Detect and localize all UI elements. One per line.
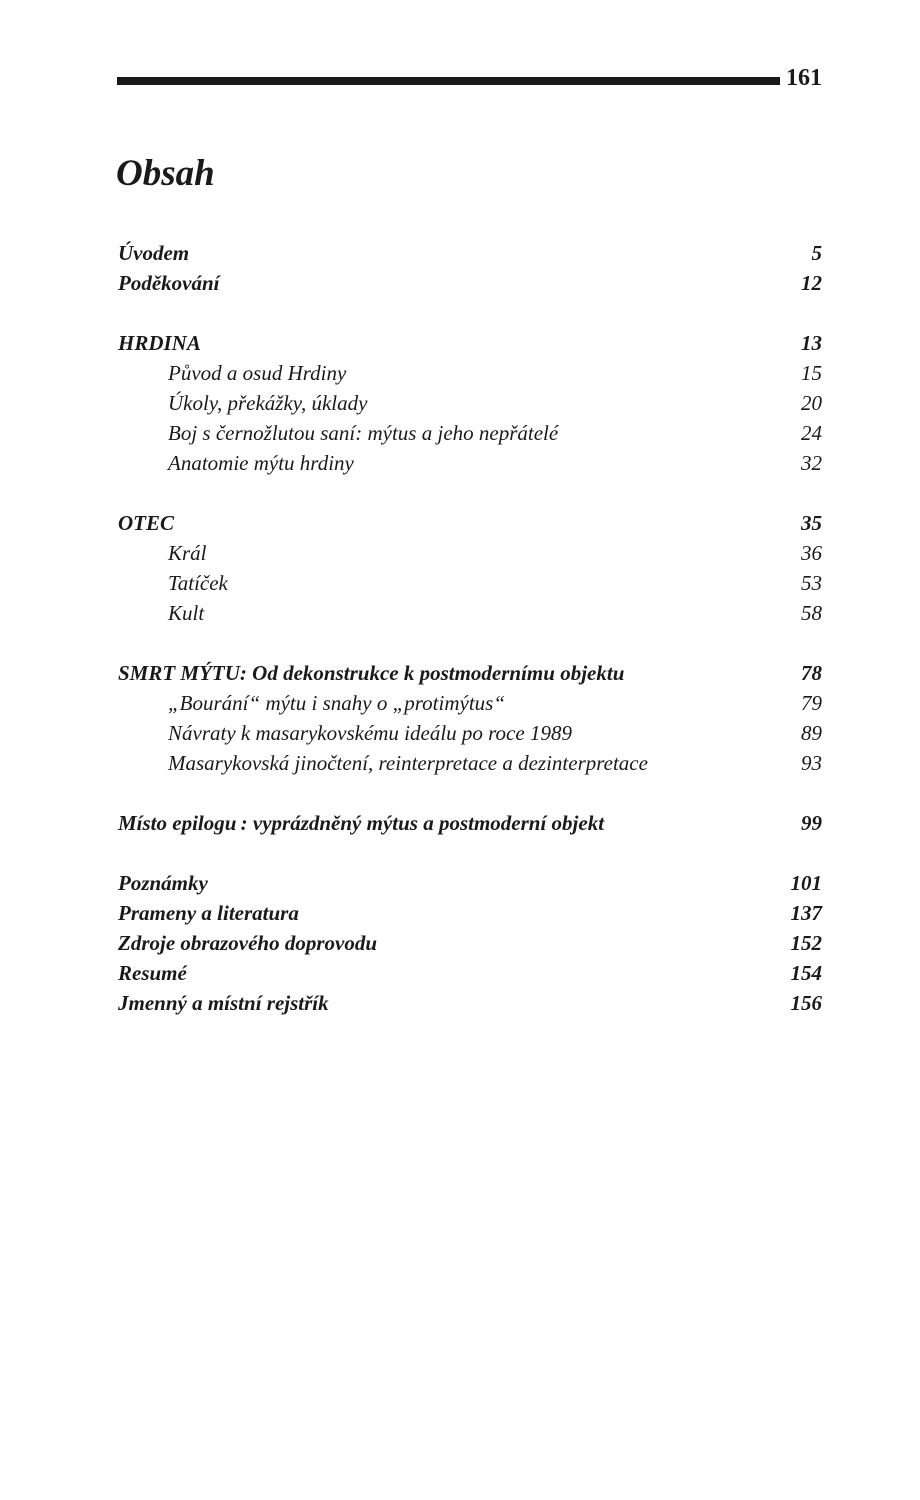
toc-entry bbox=[118, 748, 822, 778]
toc-entry-label: Místo epilogu : vyprázdněný mýtus a postmoderní objekt bbox=[118, 811, 605, 835]
toc-entry-label: Návraty k masarykovskému ideálu po roce 1989 bbox=[168, 721, 572, 745]
toc-entry-label: SMRT MÝTU: Od dekonstrukce k postmodernímu objektu bbox=[118, 661, 625, 685]
toc-entry-label: Boj s černožlutou saní: mýtus a jeho nepřátelé bbox=[168, 421, 559, 445]
toc-entry-page: 154 bbox=[790, 961, 822, 985]
toc-entry-page: 137 bbox=[790, 901, 822, 925]
toc-entry bbox=[118, 238, 822, 268]
toc-entry-label: Anatomie mýtu hrdiny bbox=[168, 451, 354, 475]
toc-entry-label: Tatíček bbox=[168, 571, 228, 595]
toc-entry bbox=[118, 508, 822, 538]
toc-entry bbox=[118, 568, 822, 598]
toc-entry bbox=[118, 808, 822, 838]
toc-entry-page: 156 bbox=[790, 991, 822, 1015]
toc-entry-page: 20 bbox=[801, 391, 822, 415]
toc-entry bbox=[118, 388, 822, 418]
toc-entry-label: OTEC bbox=[118, 511, 175, 535]
toc-entry-label: Původ a osud Hrdiny bbox=[168, 361, 347, 385]
toc-entry-label: Úvodem bbox=[118, 241, 190, 265]
toc-entry bbox=[118, 868, 822, 898]
toc-entry-page: 89 bbox=[801, 721, 822, 745]
toc-entry-label: HRDINA bbox=[118, 331, 201, 355]
toc-entry-page: 36 bbox=[801, 541, 822, 565]
toc-entry bbox=[118, 658, 822, 688]
page-title: Obsah bbox=[116, 153, 215, 194]
toc-entry-page: 58 bbox=[801, 601, 822, 625]
toc-entry bbox=[118, 958, 822, 988]
toc-entry-page: 79 bbox=[801, 691, 822, 715]
toc-group bbox=[118, 328, 822, 478]
toc-group bbox=[118, 508, 822, 628]
toc-entry bbox=[118, 268, 822, 298]
toc-group bbox=[118, 658, 822, 778]
toc-entry bbox=[118, 898, 822, 928]
toc-entry bbox=[118, 418, 822, 448]
toc-entry bbox=[118, 328, 822, 358]
toc-entry-label: „Bourání“ mýtu i snahy o „protimýtus“ bbox=[168, 691, 506, 715]
table-of-contents bbox=[118, 238, 822, 1048]
toc-group bbox=[118, 238, 822, 298]
toc-group bbox=[118, 868, 822, 1018]
toc-entry bbox=[118, 358, 822, 388]
toc-entry-label: Poznámky bbox=[118, 871, 208, 895]
toc-entry bbox=[118, 928, 822, 958]
toc-entry bbox=[118, 988, 822, 1018]
toc-entry-page: 78 bbox=[801, 661, 822, 685]
toc-entry bbox=[118, 448, 822, 478]
toc-entry-page: 152 bbox=[790, 931, 822, 955]
toc-group bbox=[118, 808, 822, 838]
toc-entry-label: Resumé bbox=[118, 961, 187, 985]
toc-entry-label: Jmenný a místní rejstřík bbox=[118, 991, 329, 1015]
toc-entry-page: 99 bbox=[801, 811, 822, 835]
toc-entry-page: 13 bbox=[801, 331, 822, 355]
toc-entry-page: 101 bbox=[790, 871, 822, 895]
toc-entry-label: Úkoly, překážky, úklady bbox=[168, 391, 368, 415]
toc-entry-label: Poděkování bbox=[118, 271, 220, 295]
toc-entry bbox=[118, 718, 822, 748]
toc-entry-page: 12 bbox=[801, 271, 822, 295]
toc-entry bbox=[118, 598, 822, 628]
toc-entry-label: Kult bbox=[168, 601, 205, 625]
toc-entry-page: 32 bbox=[801, 451, 822, 475]
toc-entry-page: 5 bbox=[811, 241, 822, 265]
toc-entry-page: 53 bbox=[801, 571, 822, 595]
toc-entry-label: Zdroje obrazového doprovodu bbox=[118, 931, 377, 955]
toc-entry-label: Prameny a literatura bbox=[118, 901, 299, 925]
toc-entry-page: 24 bbox=[801, 421, 822, 445]
header-rule bbox=[117, 77, 780, 85]
toc-entry-label: Masarykovská jinočtení, reinterpretace a dezinterpretace bbox=[168, 751, 648, 775]
toc-entry bbox=[118, 538, 822, 568]
toc-entry-page: 15 bbox=[801, 361, 822, 385]
toc-entry-page: 35 bbox=[801, 511, 822, 535]
toc-entry-page: 93 bbox=[801, 751, 822, 775]
toc-entry-label: Král bbox=[168, 541, 207, 565]
page-number: 161 bbox=[786, 65, 822, 91]
toc-entry bbox=[118, 688, 822, 718]
